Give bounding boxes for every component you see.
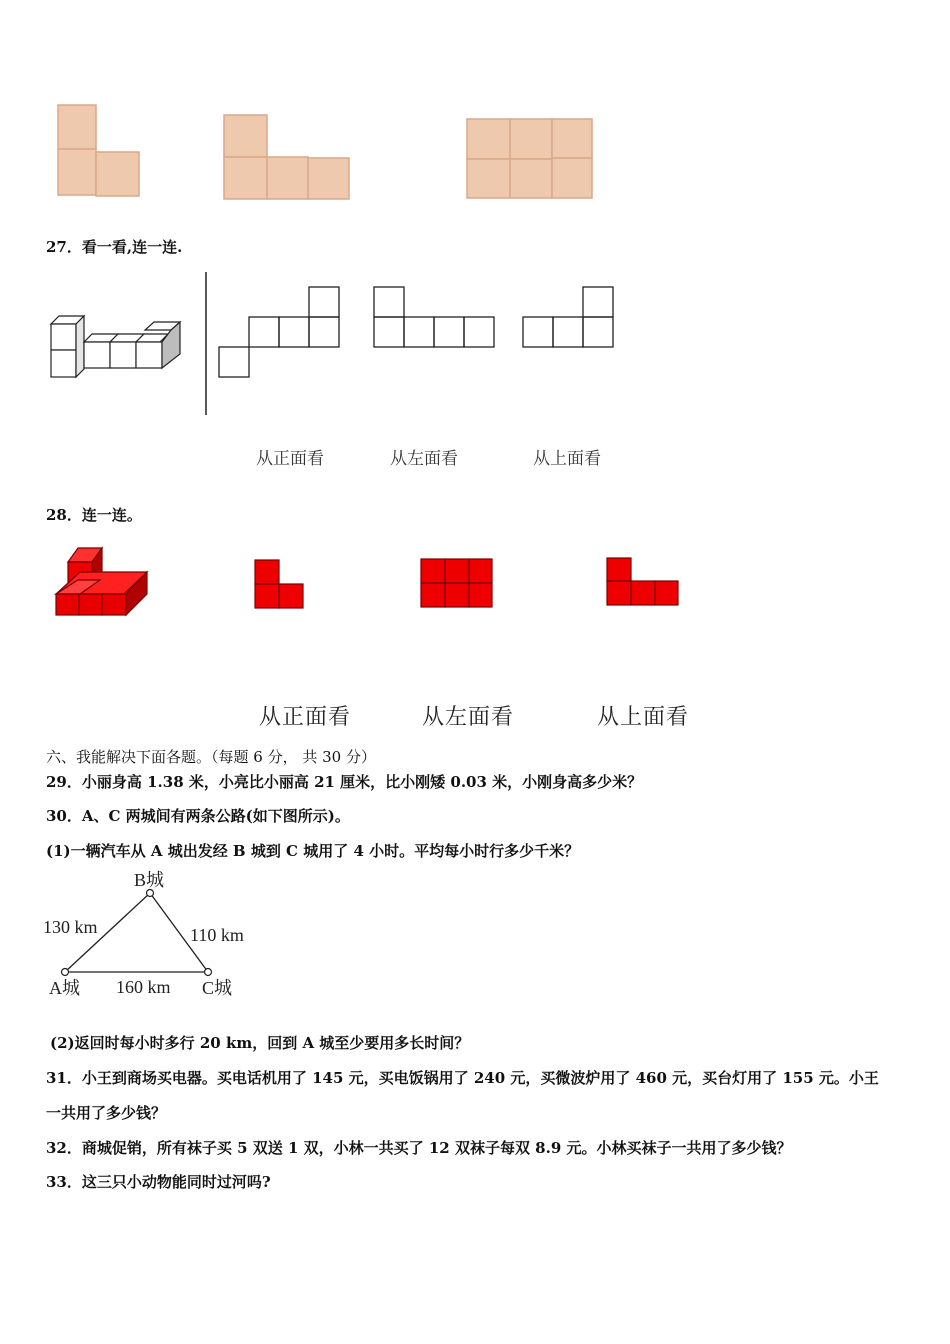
- city-c-label: C城: [202, 978, 233, 998]
- distance-bc: 110 km: [190, 925, 244, 945]
- view-label-left: 从左面看: [390, 449, 458, 469]
- question-27-title: 27．看一看,连一连.: [46, 238, 183, 256]
- cube-solid-3d: [51, 316, 180, 377]
- view-label-top-2: 从上面看: [597, 705, 690, 730]
- question-33: 33．这三只小动物能同时过河吗?: [46, 1173, 271, 1191]
- question-32: 32．商城促销，所有袜子买 5 双送 1 双，小林一共买了 12 双袜子每双 8.9 元。小林买袜子一共用了多少钱？: [46, 1139, 792, 1157]
- question-28-title: 28．连一连。: [46, 506, 142, 524]
- question-29: 29．小丽身高 1.38 米，小亮比小丽高 21 厘米，比小刚矮 0.03 米，小刚身高多少米？: [46, 773, 643, 791]
- tan-square: [467, 159, 510, 198]
- question-31-line-1: 31．小王到商场买电器。买电话机用了 145 元，买电饭锅用了 240 元，买微波炉用了 460 元，买台灯用了 155 元。小王: [46, 1069, 879, 1087]
- tan-square: [267, 157, 308, 199]
- tan-square: [552, 119, 592, 158]
- city-a-node: [62, 969, 69, 976]
- question-30-part-2: (2)返回时每小时多行 20 km，回到 A 城至少要用多长时间？: [50, 1034, 470, 1052]
- tan-square: [552, 158, 592, 198]
- tan-square: [308, 158, 349, 199]
- city-b-node: [147, 890, 154, 897]
- section-6-title: 六、我能解决下面各题。（每题 6 分， 共 30 分）: [46, 748, 376, 766]
- city-c-node: [205, 969, 212, 976]
- tan-square: [58, 105, 96, 149]
- view-label-front-2: 从正面看: [259, 705, 352, 730]
- tan-square: [467, 119, 510, 159]
- tan-square: [58, 149, 96, 195]
- distance-ac: 160 km: [116, 977, 171, 997]
- distance-ab: 130 km: [43, 917, 98, 937]
- q28-red-figures: [0, 540, 950, 630]
- view-label-top: 从上面看: [533, 449, 601, 469]
- tan-square: [224, 115, 267, 157]
- tan-square: [510, 159, 552, 198]
- view-label-front: 从正面看: [256, 449, 324, 469]
- tan-views-figure: [0, 0, 950, 220]
- question-30: 30．A、C 两城间有两条公路(如下图所示)。: [46, 807, 350, 825]
- triangle-diagram: [30, 866, 290, 1006]
- question-30-part-1: (1)一辆汽车从 A 城出发经 B 城到 C 城用了 4 小时。平均每小时行多少千米？: [46, 842, 580, 860]
- question-31-line-2: 一共用了多少钱？: [46, 1104, 167, 1122]
- q27-figures: [0, 260, 950, 440]
- tan-square: [224, 157, 267, 199]
- city-b-label: B城: [134, 870, 165, 890]
- view-label-left-2: 从左面看: [422, 705, 515, 730]
- tan-square: [96, 152, 139, 196]
- tan-square: [510, 119, 552, 159]
- city-a-label: A城: [49, 978, 80, 998]
